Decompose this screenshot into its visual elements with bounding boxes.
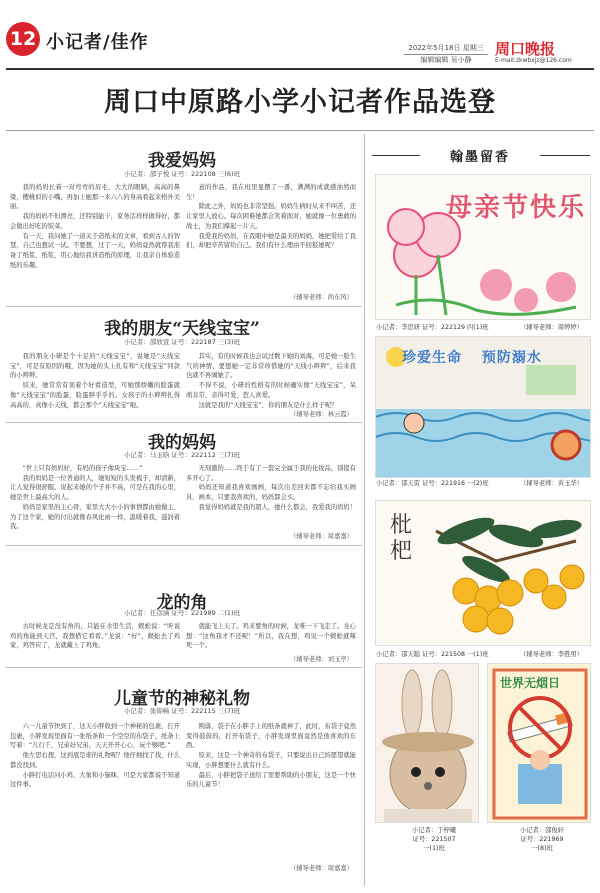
paragraph: 最后，小胖把袋子送给了需要帮助的小朋友，这是一个快乐的儿童节！ — [186, 771, 356, 789]
article-column — [186, 352, 356, 408]
article-title: 龙的角 — [156, 593, 208, 613]
article-title: 我的妈妈 — [148, 433, 216, 453]
artwork-caption — [514, 826, 570, 853]
artwork-caption: 小记者：邵天聪 证号：221508 一(1)班 — [376, 651, 489, 658]
paragraph: 六一儿童节快到了，这天小胖收到一个神秘的包裹，打开包裹，小胖发现里面有一张纸条和一个空空的布袋子，纸条上写着：“儿行千，兄弟好兄弟，天天开开心心，玩个够吧。” — [10, 723, 180, 750]
article-byline: 小记者：任彦涵 证号：221989 二(1)班 — [123, 609, 241, 617]
knitted-rabbit-photo — [376, 664, 479, 823]
paragraph: 这就是我的“天线宝宝”，你的朋友是什么样子呢？ — [198, 401, 338, 408]
article-column — [10, 183, 180, 299]
article-column — [10, 722, 180, 868]
artwork-knitted-rabbit — [375, 663, 479, 823]
tutor-credit: （辅导老师：周婷婷） — [520, 324, 583, 331]
article-column — [10, 622, 180, 662]
paragraph: 我的妈妈是一位普通的人，她短短的头发梳子，却清新，让人觉得很舒服。说起来她的个子并不高，可是在我的心里，她是世上最高大的人。 — [10, 474, 180, 502]
tutor-credit: （辅导老师：尚东风） — [290, 294, 353, 301]
artwork-mothers-day — [375, 174, 591, 320]
page-number: 12 — [6, 22, 40, 56]
issue-date: 2022年5月18日 星期三 — [404, 43, 488, 55]
artwork-drowning-prevention — [375, 336, 591, 478]
article-column — [186, 183, 356, 287]
paragraph: 刚落，袋子在小胖手上的纸条就神了，此时，布袋子竟然变得鼓鼓的，打开布袋子，小胖发现里面竟然是他喜欢的东西。 — [186, 723, 356, 750]
paragraph: 意的作品，我在班里显摆了一番，满满的成就感油然而生！ — [186, 184, 356, 201]
section-title: 小记者/佳作 — [46, 32, 149, 53]
paragraph: 我爱我的妈妈，在我眼中她是最美的妈妈，她把爱给了我们，却把辛苦留给自己。我们有什么理由不回报她呢？ — [186, 232, 356, 250]
paragraph: 原来，她常常有顶着个好看造型，可她那娇嫩的脸蛋就像“天线宝宝”的脸蛋，脸蛋胖乎乎的。女孩子的小辫辫扎得高高的，真像小天线，都会那个“天线宝宝”啦。 — [10, 382, 180, 409]
paragraph: 我的妈妈不但漂亮，还特别能干，家务活样样做得好，都会做出好吃的饭菜。 — [10, 213, 180, 230]
article-byline: 小记者：张锦畅 证号：222115 三(7)班 — [123, 707, 241, 715]
article-column — [186, 622, 356, 652]
paragraph: 原来，这是一个神奇的布袋子，只要说出自己的愿望就能实现，小胖想要什么就有什么。 — [186, 752, 356, 769]
paragraph: “世上只有妈妈好，有妈的孩子像块宝……” — [22, 465, 143, 472]
article-separator — [6, 306, 362, 307]
gallery-title: 翰墨留香 — [449, 150, 510, 165]
column-divider — [364, 134, 365, 886]
editor-credit: 编辑编辑 吴小静 — [420, 56, 472, 64]
article-byline: 小记者：马玉晗 证号：222112 三(7)班 — [123, 451, 241, 459]
main-title: 周口中原路小学小记者作品选登 — [104, 87, 496, 118]
artwork-caption: 小记者：李思妍 证号：222129 四(1)班 — [376, 324, 489, 331]
caption-line: 小记者：于梓曦 — [411, 827, 457, 834]
tutor-credit: （辅导老师：周嘉嘉） — [290, 533, 353, 540]
caption-line: 证号：221969 — [520, 836, 564, 843]
painting-text: 珍爱生命 预防溺水 — [402, 350, 542, 366]
article-separator — [6, 667, 362, 668]
paragraph: 无刻激的……终于有了一套完全属于我的化妆品，别提有多开心了。 — [186, 465, 356, 482]
paragraph: 不得不说，小研的性格有的时候确实像“天线宝宝”，呆萌非常，亲得可爱，惹人喜爱。 — [186, 382, 356, 399]
artwork-caption: 小记者：邵天雷 证号：221916 一(2)班 — [376, 480, 489, 487]
article-separator — [6, 422, 362, 423]
article-separator — [6, 545, 362, 546]
contact-email: E-mail:zkwbxjz@126.com — [495, 57, 572, 64]
caption-line: 一(8)班 — [531, 845, 553, 852]
gallery-rule-right — [540, 155, 590, 156]
artwork-no-smoking-day — [487, 663, 591, 823]
paragraph: 我的妈妈长着一对弯弯的眉毛，大大的眼睛，高高的鼻梁，樱桃似的小嘴，再加上她那一米六八的身高看起来格外美丽。 — [10, 184, 180, 211]
paragraph: 我觉得妈妈就是我的超人，她什么都会，我爱我的妈妈！ — [198, 503, 356, 511]
paragraph: 就能飞上天了。鸡来要角的时候，龙唯一下飞走了。龙心想：“这角我才不还呢！”所以，我在想，鸡见一个蜈蚣就啄死一个。 — [186, 623, 356, 650]
article-title: 儿童节的神秘礼物 — [114, 689, 250, 709]
tutor-credit: （辅导老师：林云霞） — [290, 411, 353, 418]
tutor-credit: （辅导老师：黄玉华） — [520, 480, 583, 487]
tutor-credit: （辅导老师：李胜男） — [520, 651, 583, 658]
caption-line: 小记者：邵俊轩 — [519, 827, 565, 834]
paragraph: 除此之外，妈妈也非常坚强。妈妈生病时从来不叫苦，还让家里人放心。每次困难她都会笑着面对，她就像一位勇敢的战士，为我们撑起一片天。 — [186, 203, 356, 230]
article-title: 我爱妈妈 — [148, 151, 216, 171]
paragraph: 小胖打电话问小鸡、大象和小猫咪，可是大家都说不知道这件事。 — [10, 771, 180, 789]
caption-line: 证号：221507 — [412, 836, 456, 843]
article-byline: 小记者：邵欣萱 证号：222187 三(3)班 — [123, 338, 241, 346]
newspaper-logo: 周口晚报 — [495, 40, 556, 58]
article-byline: 小记者：邵子悦 证号：222108 三(6)班 — [123, 170, 241, 178]
painting-text: 世界无烟日 — [500, 676, 561, 690]
article-column — [186, 722, 356, 858]
paragraph: 其实，有的时候我也会试过数下她的刘海，可是她一脸生气的神情，要想她一定非常珍惜她的“天线小辫辫”，后来我也就不再闹她了。 — [186, 353, 356, 380]
tutor-credit: （辅导老师：周嘉嘉） — [290, 865, 353, 872]
artwork-caption — [404, 826, 464, 853]
paragraph: 古时候龙是没有角的，只能在水里生活，蜈蚣说：“听说鸡的角能到天宫，我想借它看看。”龙说：“好”，蜈蚣去了鸡家，鸡答应了，龙就戴上了鸡角。 — [10, 623, 180, 650]
paragraph: 妈妈还知道我喜欢画画，每次出差回来都不忘给我买画具，画本，只要我喜欢的，妈妈都会买。 — [186, 484, 356, 502]
article-column — [186, 464, 356, 526]
painting-text: 母亲节快乐 — [446, 193, 587, 223]
tutor-credit: （辅导老师：刘玉亭） — [290, 656, 353, 663]
paragraph: 我的朋友小研是个十足的“天线宝宝”，说她是“天线宝宝”，可是有原因的哦，因为她的头上扎有和“天线宝宝”同款的小辫辫。 — [10, 353, 180, 380]
painting-text: 枇杷 — [390, 513, 413, 564]
artwork-loquat — [375, 500, 591, 646]
article-title: 我的朋友“天线宝宝” — [104, 319, 260, 339]
paragraph: 有一天，我问她了一道关于造纸术的文章，看到古人的智慧，自己也想试一试。不要想，过了一天，妈妈竟然就帮我准备了纸浆、纸浆，用心地给我讲造纸的原理，让我亲自体验造纸的乐趣。 — [10, 232, 180, 269]
paragraph: 妈妈是家里的主心骨，家里大大小小的事情都由她做主，为了这个家，她的付出就像春风化雨一样，温暖着我，滋润着我。 — [10, 503, 180, 531]
paragraph: 他左思右想，这到底是谁的礼物呢？他仔细找了找，什么都没找到。 — [10, 752, 180, 769]
article-column — [10, 352, 180, 414]
caption-line: 一(1)班 — [423, 845, 445, 852]
article-column — [10, 464, 180, 540]
